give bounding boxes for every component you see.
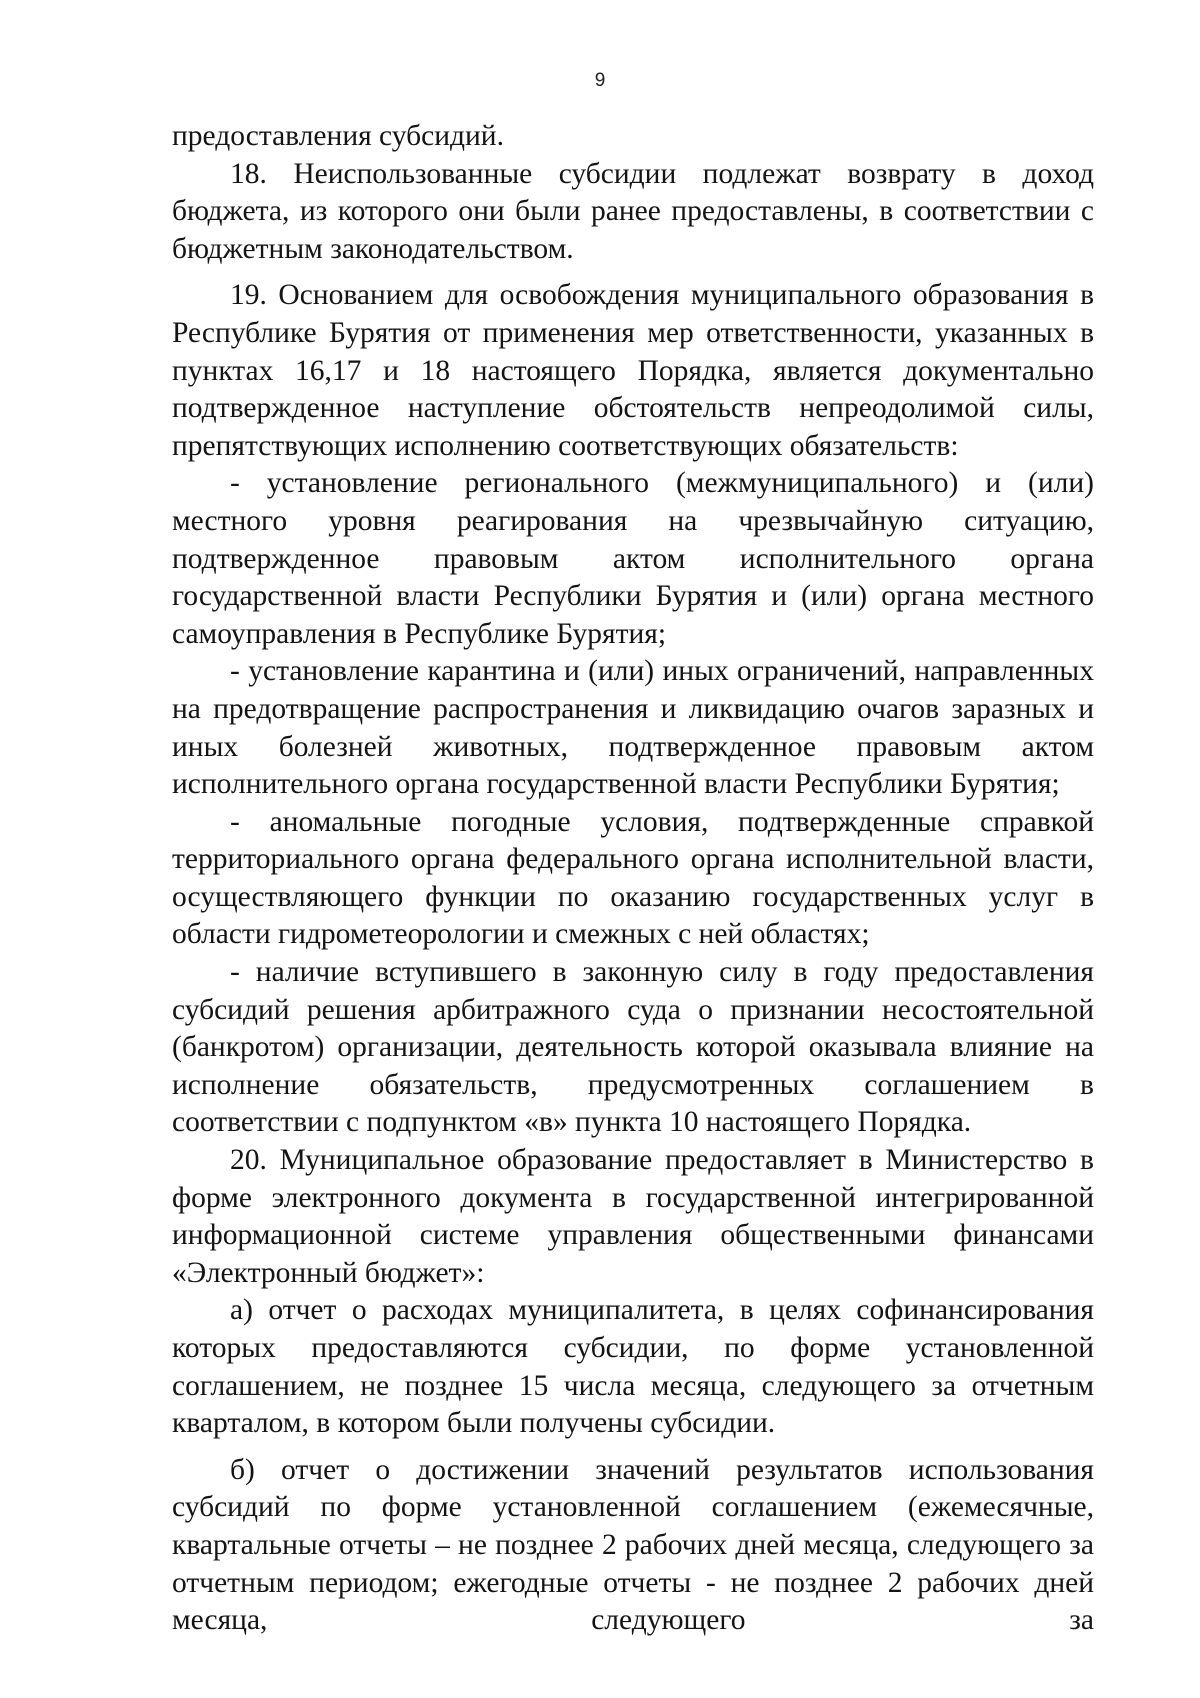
list-item-weather: - аномальные погодные условия, подтвержденные справкой территориального органа федерального органа исполнительной власти, осуществляющего функции по оказанию государственных услуг в области гидрометеорологии и смежных с ней областях; — [172, 805, 1094, 951]
list-item-results-report: б) отчет о достижении значений результатов использования субсидий по форме установленной соглашением (ежемесячные, квартальные отчеты – не позднее 2 рабочих дней месяца, следующего за отчетным периодом; ежегодные отчеты - не позднее 2 рабочих дней месяца, следующего за — [172, 1453, 1094, 1637]
list-item-bankruptcy: - наличие вступившего в законную силу в году предоставления субсидий решения арбитражного суда о признании несостоятельной (банкротом) организации, деятельность которой оказывала влияние на исполнение обязательств, предусмотренных соглашением в соответствии с подпунктом «в» пункта 10 настоящего Порядка. — [172, 956, 1094, 1139]
paragraph-18: 18. Неиспользованные субсидии подлежат возврату в доход бюджета, из которого они были ранее предоставлены, в соответствии с бюджетным законодательством. — [172, 157, 1094, 265]
paragraph-19: 19. Основанием для освобождения муниципального образования в Республике Бурятия от применения мер ответственности, указанных в пунктах 16,17 и 18 настоящего Порядка, является документально подтвержденное наступление обстоятельств непреодолимой силы, препятствующих исполнению соответствующих обязательств: — [172, 279, 1094, 462]
page-number: 9 — [594, 70, 606, 91]
paragraph-20: 20. Муниципальное образование предоставляет в Министерство в форме электронного документа в государственной интегрированной информационной системе управления общественными финансами «Электронный бюджет»: — [172, 1144, 1094, 1289]
document-body — [172, 118, 1094, 1640]
paragraph-continuation: предоставления субсидий. — [172, 120, 504, 152]
list-item-quarantine: - установление карантина и (или) иных ограничений, направленных на предотвращение распространения и ликвидацию очагов заразных и иных болезней животных, подтвержденное правовым актом исполнительного органа государственной власти Республики Бурятия; — [172, 655, 1094, 801]
list-item-regional-emergency: - установление регионального (межмуниципального) и (или) местного уровня реагирования на чрезвычайную ситуацию, подтвержденное правовым актом исполнительного органа государственной власти Республики Бурятия и (или) органа местного самоуправления в Республике Бурятия; — [172, 467, 1094, 650]
list-item-expense-report: а) отчет о расходах муниципалитета, в целях софинансирования которых предоставляются субсидии, по форме установленной соглашением, не позднее 15 числа месяца, следующего за отчетным кварталом, в котором были получены субсидии. — [172, 1294, 1094, 1440]
